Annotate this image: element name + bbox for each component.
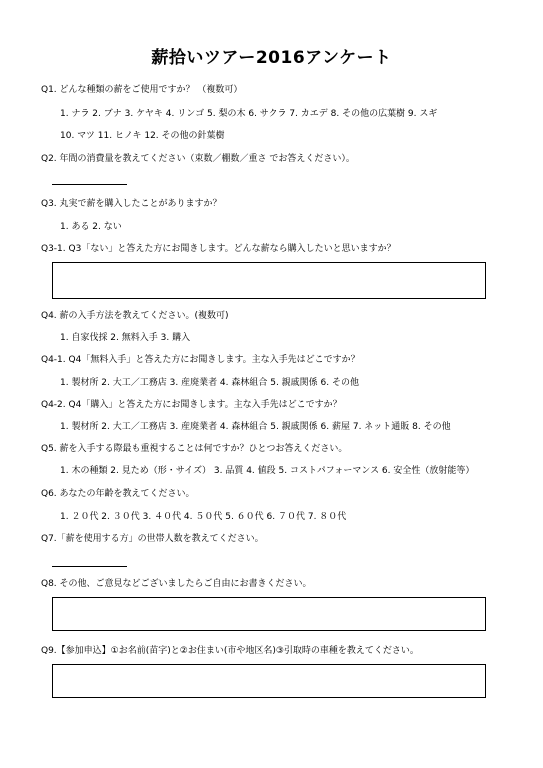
q7-question: Q7.「薪を使用する方」の世帯人数を教えてください。 xyxy=(41,534,264,544)
q3-question: Q3. 丸実で薪を購入したことがありますか？ xyxy=(41,199,222,209)
q4-2-options[interactable]: 1. 製材所 2. 大工／工務店 3. 産廃業者 4. 森林組合 5. 親戚関係 6. 薪屋 7. ネット通販 8. その他 xyxy=(60,422,451,432)
q7-answer-line[interactable] xyxy=(52,566,127,567)
q4-question: Q4. 薪の入手方法を教えてください。(複数可) xyxy=(41,311,229,321)
q1-question: Q1. どんな種類の薪をご使用ですか？ （複数可） xyxy=(41,85,243,95)
q5-question: Q5. 薪を入手する際最も重視することは何ですか？ひとつお答えください。 xyxy=(41,444,348,454)
q9-answer-box[interactable] xyxy=(52,664,486,698)
q6-options[interactable]: 1. ２０代 2. ３０代 3. ４０代 4. ５０代 5. ６０代 6. ７０代 7. ８０代 xyxy=(60,512,347,522)
q4-2-question: Q4-2. Q4「購入」と答えた方にお聞きします。主な入手先はどこですか？ xyxy=(41,400,342,410)
q4-1-question: Q4-1. Q4「無料入手」と答えた方にお聞きします。主な入手先はどこですか？ xyxy=(41,355,360,365)
q2-answer-line[interactable] xyxy=(52,184,127,185)
q8-question: Q8. その他、ご意見などございましたらご自由にお書きください。 xyxy=(41,579,312,589)
q2-question: Q2. 年間の消費量を教えてください（束数／棚数／重さ でお答えください）。 xyxy=(41,154,355,164)
q4-options[interactable]: 1. 自家伐採 2. 無料入手 3. 購入 xyxy=(60,333,191,343)
q1-options-line1[interactable]: 1. ナラ 2. ブナ 3. ケヤキ 4. リンゴ 5. 梨の木 6. サクラ 7. カエデ 8. その他の広葉樹 9. スギ xyxy=(60,109,438,119)
q9-question: Q9.【参加申込】①お名前(苗字)と②お住まい(市や地区名)③引取時の車種を教えてください。 xyxy=(41,646,419,656)
q5-options[interactable]: 1. 木の種類 2. 見ため（形・サイズ） 3. 品質 4. 値段 5. コストパフォーマンス 6. 安全性（放射能等） xyxy=(60,466,475,476)
q3-1-answer-box[interactable] xyxy=(52,262,486,299)
q3-1-question: Q3-1. Q3「ない」と答えた方にお聞きします。どんな薪なら購入したいと思いますか？ xyxy=(41,244,396,254)
q8-answer-box[interactable] xyxy=(52,597,486,631)
q3-options[interactable]: 1. ある 2. ない xyxy=(60,222,122,232)
q1-options-line2[interactable]: 10. マツ 11. ヒノキ 12. その他の針葉樹 xyxy=(60,131,225,141)
q6-question: Q6. あなたの年齢を教えてください。 xyxy=(41,489,195,499)
page-title: 薪拾いツアー2016アンケート xyxy=(151,48,392,68)
q4-1-options[interactable]: 1. 製材所 2. 大工／工務店 3. 産廃業者 4. 森林組合 5. 親戚関係 6. その他 xyxy=(60,378,359,388)
